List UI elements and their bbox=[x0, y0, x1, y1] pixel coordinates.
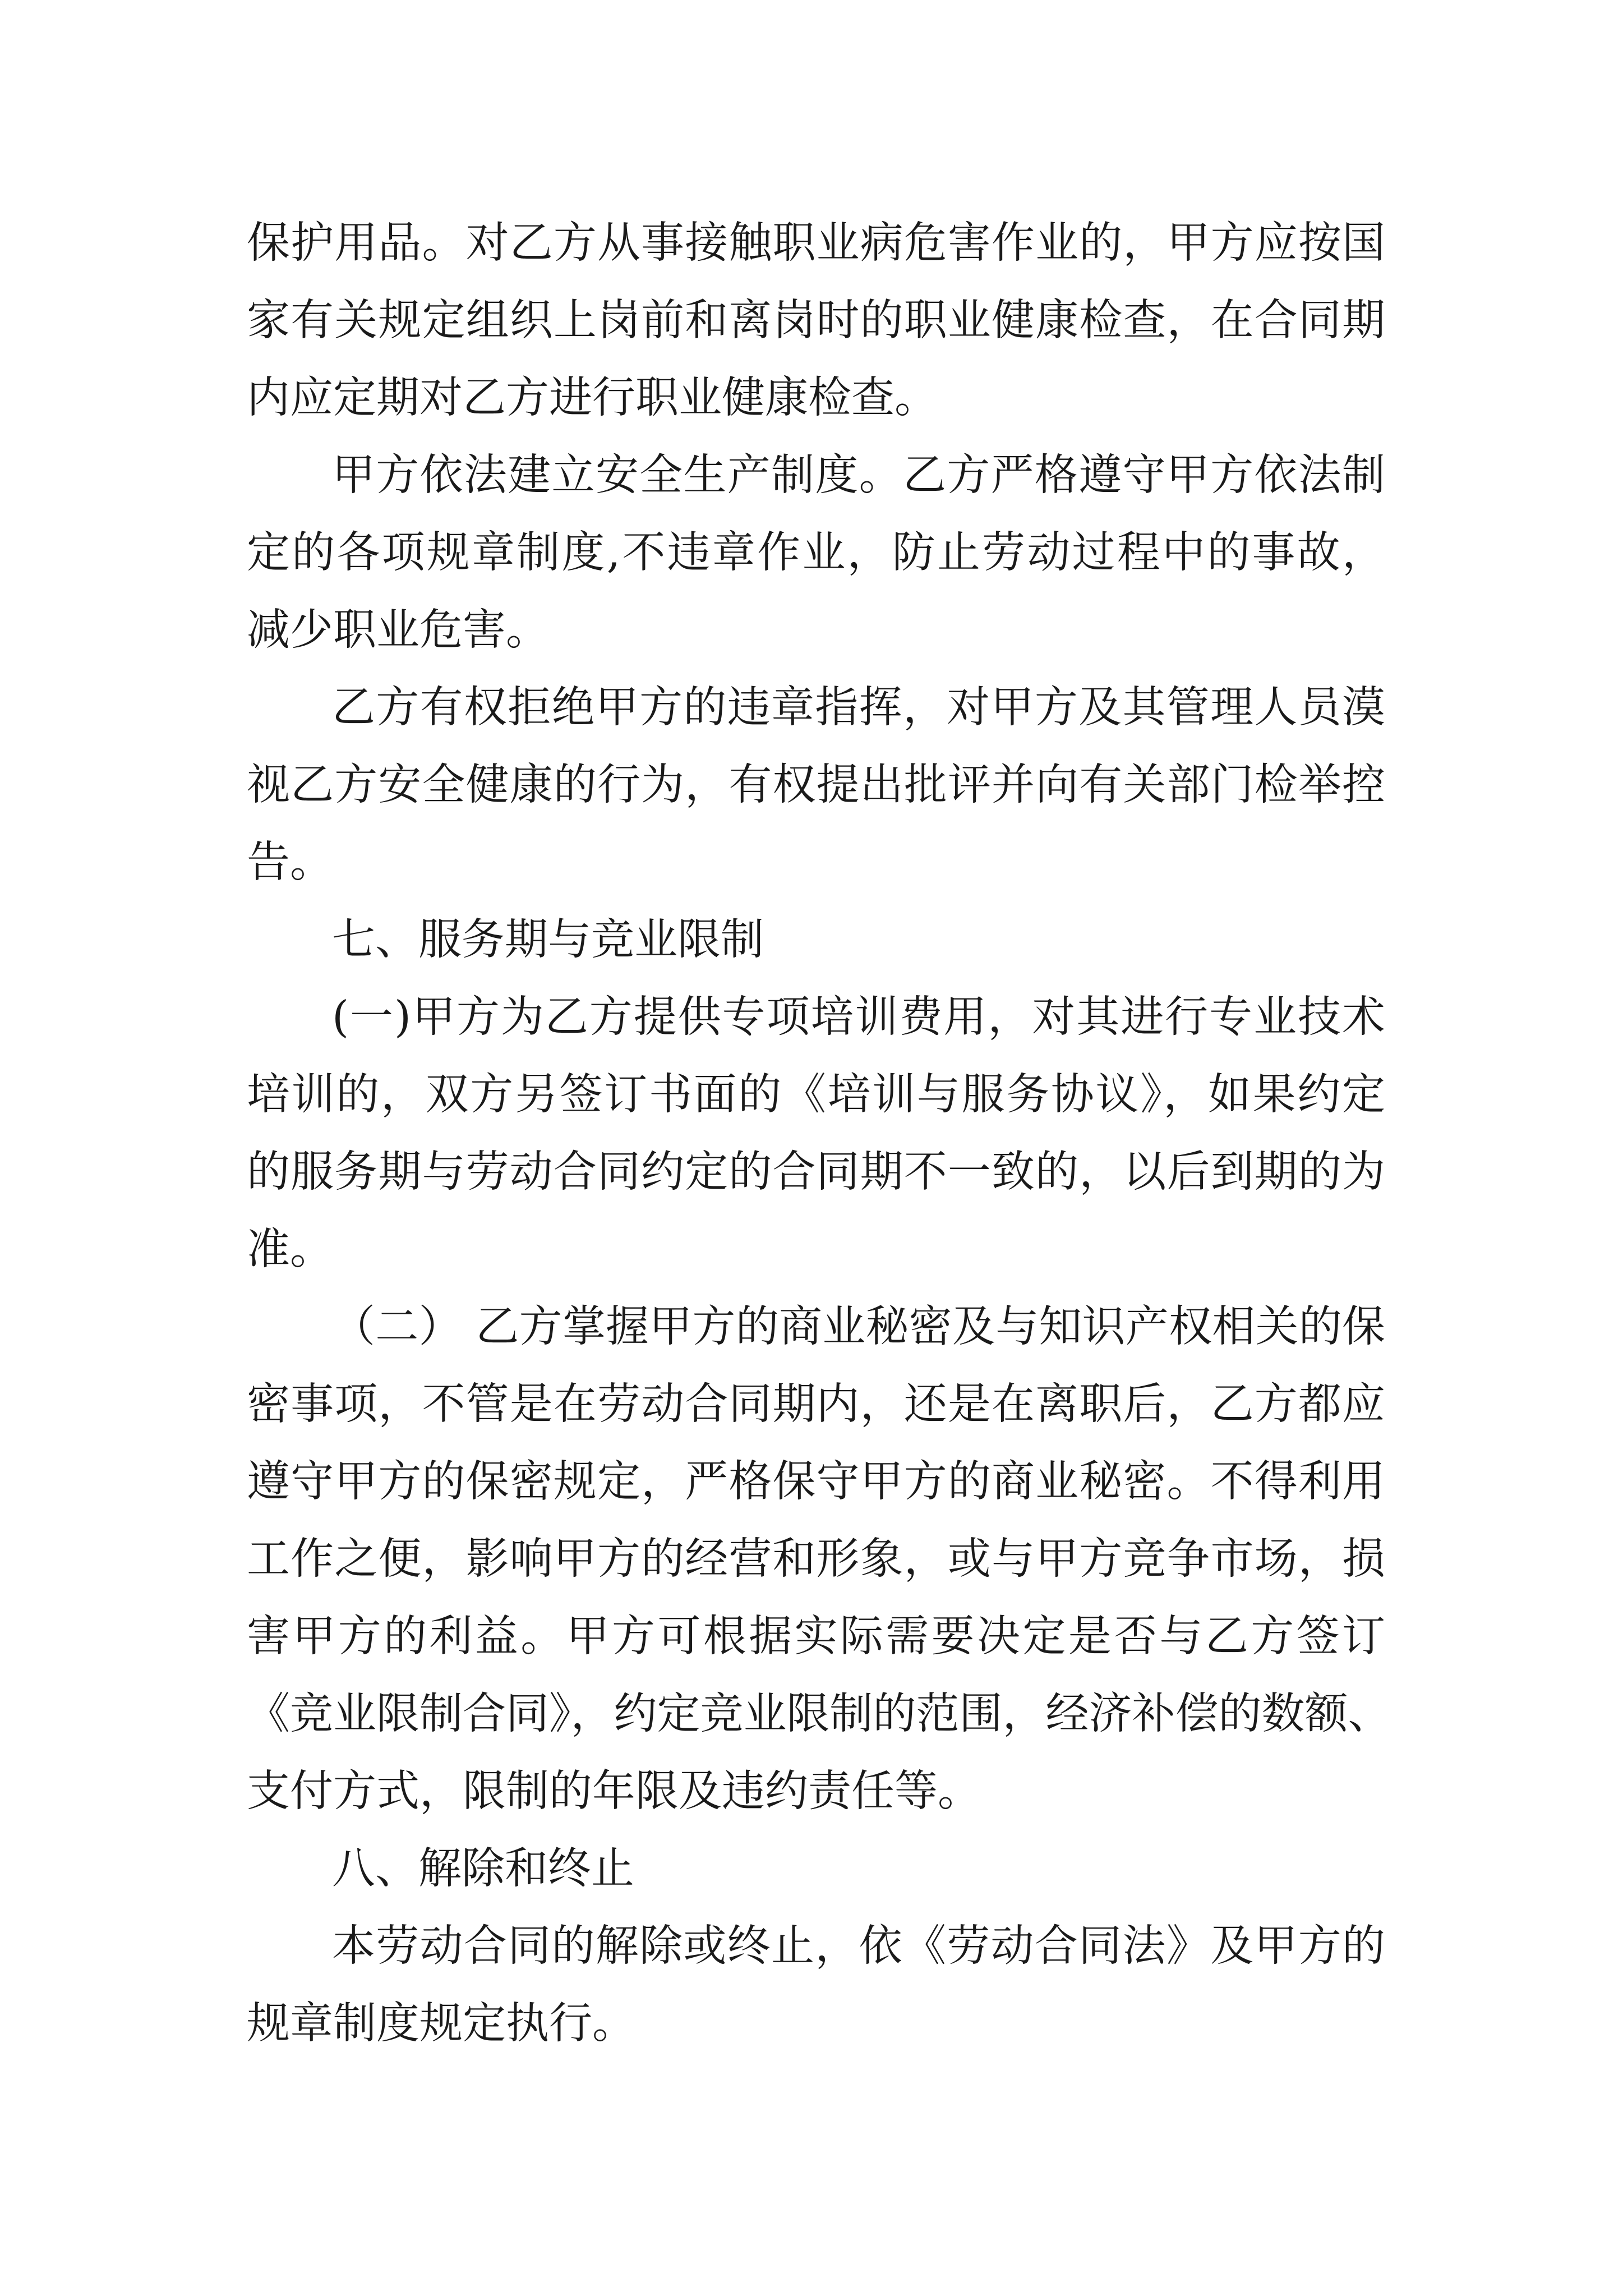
text-line: 密事项，不管是在劳动合同期内，还是在离职后，乙方都应 bbox=[247, 1379, 1385, 1429]
text-line: 害甲方的利益。甲方可根据实际需要决定是否与乙方签订 bbox=[247, 1612, 1385, 1662]
text-line: 准。 bbox=[247, 1225, 333, 1274]
text-line: （二） 乙方掌握甲方的商业秘密及与知识产权相关的保 bbox=[332, 1302, 1385, 1352]
text-line: 内应定期对乙方进行职业健康检查。 bbox=[247, 373, 938, 423]
paragraph-training-agreement bbox=[247, 979, 1385, 1289]
section-heading-termination bbox=[247, 1830, 1385, 1908]
text-line: 的服务期与劳动合同约定的合同期不一致的，以后到期的为 bbox=[247, 1147, 1385, 1197]
text-line: 视乙方安全健康的行为，有权提出批评并向有关部门检举控 bbox=[247, 760, 1385, 810]
paragraph-confidentiality bbox=[247, 1289, 1391, 1830]
text-line: 本劳动合同的解除或终止，依《劳动合同法》及甲方的 bbox=[332, 1921, 1385, 1971]
document-body bbox=[247, 205, 1391, 2063]
text-line: 保护用品。对乙方从事接触职业病危害作业的，甲方应按国 bbox=[247, 218, 1385, 268]
paragraph-protective-equipment bbox=[247, 205, 1385, 437]
text-line: (一)甲方为乙方提供专项培训费用，对其进行专业技术 bbox=[332, 992, 1385, 1042]
text-line: 工作之便，影响甲方的经营和形象，或与甲方竞争市场，损 bbox=[247, 1534, 1385, 1584]
text-line: 定的各项规章制度,不违章作业，防止劳动过程中的事故， bbox=[247, 528, 1385, 578]
text-line: 培训的，双方另签订书面的《培训与服务协议》，如果约定 bbox=[247, 1070, 1385, 1120]
text-line: 支付方式，限制的年限及违约责任等。 bbox=[247, 1766, 981, 1816]
text-line: 遵守甲方的保密规定，严格保守甲方的商业秘密。不得利用 bbox=[247, 1457, 1385, 1507]
text-line: 减少职业危害。 bbox=[247, 605, 549, 655]
section-heading-service-period bbox=[247, 901, 1385, 979]
text-line: 乙方有权拒绝甲方的违章指挥，对甲方及其管理人员漠 bbox=[332, 683, 1385, 733]
paragraph-safety-system bbox=[247, 437, 1385, 669]
text-line: 规章制度规定执行。 bbox=[247, 1999, 635, 2049]
paragraph-termination-rules bbox=[247, 1908, 1385, 2063]
section-heading: 七、服务期与竞业限制 bbox=[332, 915, 764, 965]
section-heading: 八、解除和终止 bbox=[332, 1844, 634, 1894]
text-line: 甲方依法建立安全生产制度。乙方严格遵守甲方依法制 bbox=[332, 450, 1385, 500]
text-line: 《竞业限制合同》，约定竞业限制的范围，经济补偿的数额、 bbox=[247, 1689, 1391, 1739]
text-line: 家有关规定组织上岗前和离岗时的职业健康检查，在合同期 bbox=[247, 296, 1385, 346]
text-line: 告。 bbox=[247, 838, 333, 887]
paragraph-right-to-refuse bbox=[247, 669, 1385, 901]
